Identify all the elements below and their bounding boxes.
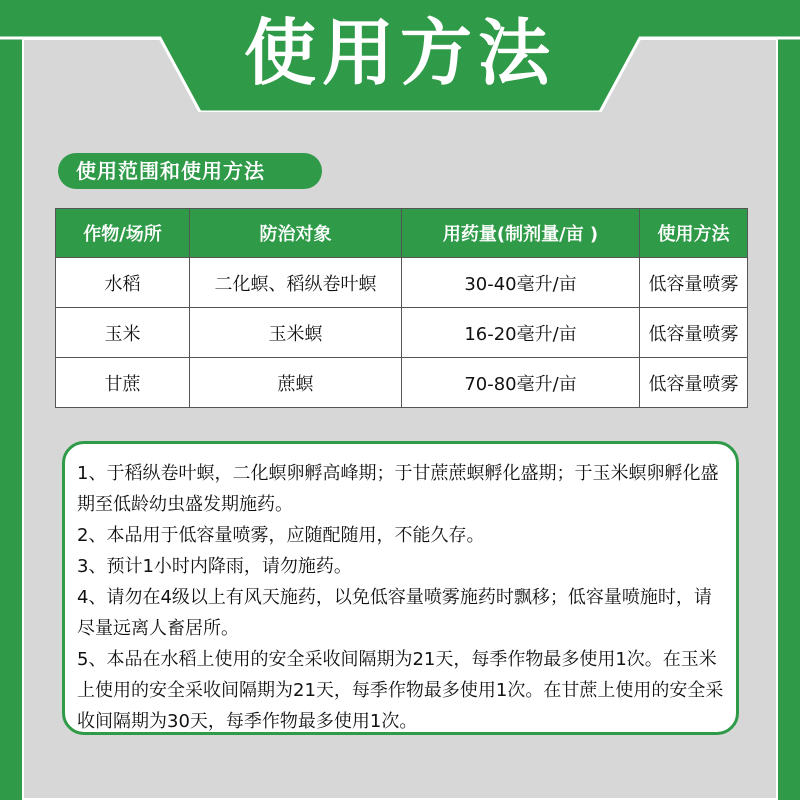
column-header: 用药量(制剂量/亩 ) <box>402 209 640 258</box>
note-item: 3、预计1小时内降雨，请勿施药。 <box>77 556 352 577</box>
table-cell: 玉米螟 <box>190 308 402 358</box>
table-row <box>56 358 748 408</box>
column-header: 作物/场所 <box>56 209 190 258</box>
table-cell: 16-20毫升/亩 <box>402 308 640 358</box>
table-cell: 蔗螟 <box>190 358 402 408</box>
table-cell: 甘蔗 <box>56 358 190 408</box>
usage-table <box>55 208 748 408</box>
table-row <box>56 308 748 358</box>
page-title: 使用方法 <box>243 11 556 95</box>
table-row <box>56 258 748 308</box>
table-cell: 玉米 <box>56 308 190 358</box>
note-item: 4、请勿在4级以上有风天施药，以免低容量喷雾施药时飘移；低容量喷施时，请尽量远离人畜居所。 <box>77 587 712 639</box>
column-header: 使用方法 <box>640 209 748 258</box>
table-cell: 低容量喷雾 <box>640 308 748 358</box>
note-item: 1、于稻纵卷叶螟，二化螟卵孵高峰期；于甘蔗蔗螟孵化盛期；于玉米螟卵孵化盛期至低龄幼虫盛发期施药。 <box>77 463 719 515</box>
table-cell: 低容量喷雾 <box>640 358 748 408</box>
table-cell: 水稻 <box>56 258 190 308</box>
section-label: 使用范围和使用方法 <box>58 153 322 189</box>
usage-notes-box <box>62 441 739 735</box>
column-header: 防治对象 <box>190 209 402 258</box>
table-header-row <box>56 209 748 258</box>
table-cell: 30-40毫升/亩 <box>402 258 640 308</box>
table-cell: 二化螟、稻纵卷叶螟 <box>190 258 402 308</box>
table-cell: 70-80毫升/亩 <box>402 358 640 408</box>
table-cell: 低容量喷雾 <box>640 258 748 308</box>
note-item: 2、本品用于低容量喷雾，应随配随用，不能久存。 <box>77 525 485 546</box>
title-banner <box>0 0 800 112</box>
note-item: 5、本品在水稻上使用的安全采收间隔期为21天，每季作物最多使用1次。在玉米上使用的安全采收间隔期为21天，每季作物最多使用1次。在甘蔗上使用的安全采收间隔期为30天，每季作物最多使用1次。 <box>77 649 724 732</box>
